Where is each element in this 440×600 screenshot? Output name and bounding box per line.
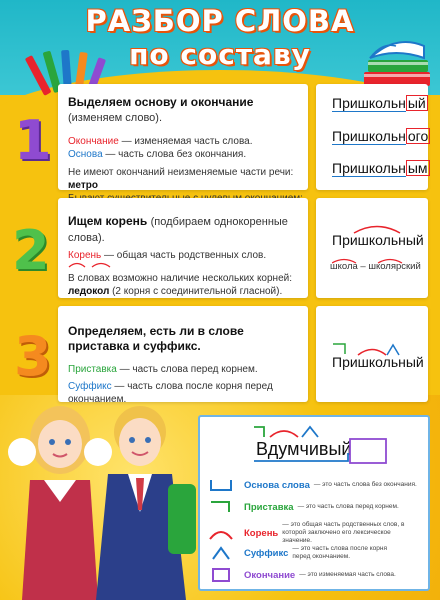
step-number-2: 2 [12,219,50,282]
step1-heading: Выделяем основу и окончание (изменяем слово). [68,95,254,124]
step3-example-word: Пришкольный [332,354,424,370]
step2-example-word: Пришкольный [332,232,424,248]
prefix-symbol-icon [208,499,234,515]
legend-row-suffix: Суффикс — это часть слова после корня перед окончанием. [208,545,424,561]
step2-note-line1: В словах возможно наличие нескольких корней: [68,273,293,284]
ledokol-root-arcs [68,260,118,268]
step1-example-card [316,84,428,190]
legend-example-marks [250,423,390,467]
step2-example-card [316,198,428,298]
step1-card [58,84,308,190]
books-illustration [360,28,434,90]
legend-row-ending: Окончание — это изменяемая часть слова. [208,567,424,583]
step1-example-3: Пришкольн ым [332,160,428,176]
step1-def-stem: Основа — часть слова без окончания. [68,149,247,160]
step-number-1: 1 [14,109,52,172]
legend-card [198,415,430,591]
step2-def-root: Корень — общая часть родственных слов. [68,250,267,261]
step2-related-words: школа – школярский [330,261,421,272]
step3-heading-line2: приставка и суффикс. [68,339,201,353]
legend-row-root: Корень — это общая часть родственных слов, в которой заключено его лексическое значение. [208,521,424,545]
step3-card [58,306,308,405]
step2-note-line2: ледокол (2 корня с соединительной гласной). [68,286,283,297]
step3-example-card [316,306,428,402]
step3-def-suffix: Суффикс — часть слова после корня перед окончанием. [68,381,273,405]
step1-note-1: Не имеют окончаний неизменяемые части речи: метро [68,167,294,191]
legend-row-stem: Основа слова — это часть слова без окончания. [208,477,424,493]
step1-example-1: Пришкольн ый [332,95,426,111]
stem-symbol-icon [208,477,234,493]
children-illustration [0,392,200,600]
legend-row-prefix: Приставка — это часть слова перед корнем. [208,499,424,515]
related-root-arcs [332,256,418,264]
suffix-symbol-icon [208,545,234,561]
step3-def-prefix: Приставка — часть слова перед корнем. [68,364,258,375]
step2-card [58,198,308,298]
poster-subtitle: по составу [129,38,311,71]
step2-heading: Ищем корень (подбираем однокоренные слова). [68,214,288,244]
root-symbol-icon [208,525,234,541]
step-number-3: 3 [14,325,52,388]
step3-heading-line1: Определяем, есть ли в слове [68,324,244,338]
step1-def-ending: Окончание — изменяемая часть слова. [68,136,253,147]
step1-example-2: Пришкольн ого [332,128,429,144]
legend-example-word: Вдумчивый [256,439,352,459]
ending-symbol-icon [208,567,234,583]
poster-title: РАЗБОР СЛОВА [85,4,355,38]
